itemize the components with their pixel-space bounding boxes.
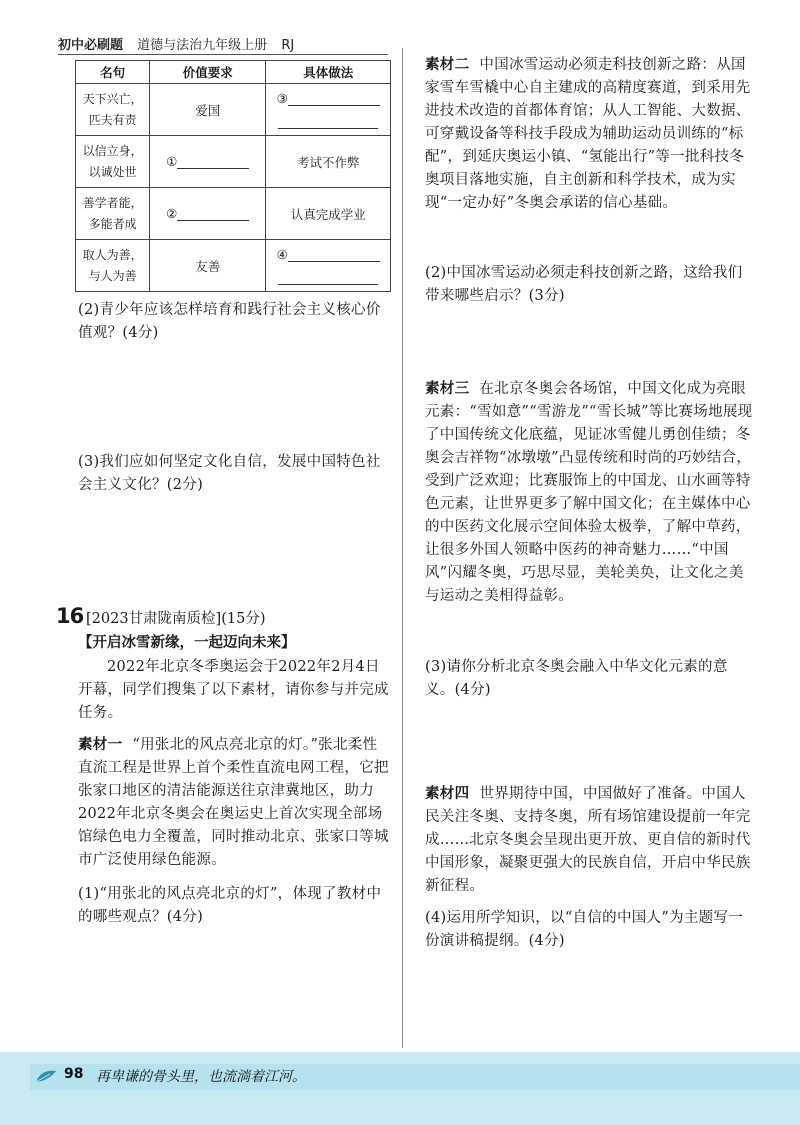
blank-marker: ② <box>166 206 178 221</box>
blank-marker: ③ <box>276 90 288 106</box>
series-title: 初中必刷题 <box>58 38 124 53</box>
question-16-2: (2)中国冰雪运动必须走科技创新之路，这给我们带来哪些启示？(3分) <box>425 265 743 304</box>
table-header-action: 具体做法 <box>266 61 391 84</box>
footer-slogan: 再卑谦的骨头里，也流淌着江河。 <box>96 1069 306 1085</box>
action-cell[interactable] <box>266 240 391 292</box>
question-16-number: 16 <box>56 604 84 628</box>
material-label: 素材四 <box>425 786 470 802</box>
motto-line: 以诚处世 <box>88 164 137 179</box>
page-number: 98 <box>64 1066 84 1082</box>
material-label: 素材三 <box>425 381 470 397</box>
motto-cell <box>76 136 150 188</box>
material-label: 素材二 <box>425 57 470 73</box>
answer-blank[interactable] <box>177 206 249 221</box>
blank-marker: ④ <box>276 246 288 262</box>
material-1 <box>78 734 390 872</box>
header-rule <box>58 54 388 55</box>
question-15-2: (2)青少年应该怎样培育和践行社会主义核心价值观？(4分) <box>78 302 381 341</box>
answer-blank[interactable] <box>177 154 249 169</box>
motto-line: 天下兴亡， <box>82 91 143 106</box>
answer-blank[interactable] <box>288 247 380 262</box>
value-cell[interactable] <box>150 136 266 188</box>
motto-line: 善学者能， <box>82 195 143 210</box>
material-4 <box>425 783 755 898</box>
question-16-1: (1)“用张北的风点亮北京的灯”，体现了教材中的哪些观点？(4分) <box>78 886 382 925</box>
table-header-value: 价值要求 <box>150 61 266 84</box>
answer-blank[interactable] <box>288 91 380 106</box>
value-cell: 友善 <box>150 240 266 292</box>
motto-cell <box>76 84 150 136</box>
table-row <box>76 240 391 292</box>
motto-table <box>75 60 391 292</box>
motto-line: 与人为善 <box>88 268 137 283</box>
edition-tag: RJ <box>281 38 295 53</box>
question-16-4: (4)运用所学知识，以“自信的中国人”为主题写一份演讲稿提纲。(4分) <box>425 910 744 949</box>
value-cell[interactable] <box>150 188 266 240</box>
question-16-intro: 2022年北京冬季奥运会于2022年2月4日开幕，同学们搜集了以下素材，请你参与并完成任务。 <box>78 659 389 721</box>
motto-line: 多能者成 <box>88 216 137 231</box>
running-header <box>58 34 304 54</box>
table-row <box>76 188 391 240</box>
action-cell: 考试不作弊 <box>266 136 391 188</box>
value-cell: 爱国 <box>150 84 266 136</box>
table-row <box>76 136 391 188</box>
question-16-source: [2023甘肃陇南质检](15分) <box>86 611 266 627</box>
motto-line: 匹夫有责 <box>88 112 137 127</box>
answer-blank[interactable] <box>278 270 378 285</box>
leaf-icon <box>34 1068 58 1084</box>
material-2 <box>425 54 755 215</box>
motto-cell <box>76 240 150 292</box>
column-divider <box>402 48 403 1048</box>
answer-blank[interactable] <box>278 114 378 129</box>
motto-cell <box>76 188 150 240</box>
material-text: 中国冰雪运动必须走科技创新之路：从国家雪车雪橇中心自主建成的高精度赛道，到采用先进技术改造的首都体育馆；从人工智能、大数据、可穿戴设备等科技手段成为辅助运动员训练的“标配”，到延庆奥运小镇、“氢能出行”等一批科技冬奥项目落地实施，自主创新和科学技术，成为实现“一定办好”冬奥会承诺的信心基础。 <box>425 57 751 211</box>
table-header-row <box>76 61 391 84</box>
footer-band <box>0 1052 800 1125</box>
motto-line: 以信立身， <box>82 143 143 158</box>
action-cell[interactable] <box>266 84 391 136</box>
material-3 <box>425 378 755 608</box>
action-cell: 认真完成学业 <box>266 188 391 240</box>
motto-line: 取人为善， <box>82 247 143 262</box>
material-label: 素材一 <box>78 737 123 753</box>
table-header-motto: 名句 <box>76 61 150 84</box>
material-text: “用张北的风点亮北京的灯。”张北柔性直流工程是世界上首个柔性直流电网工程，它把张家口地区的清洁能源送往京津冀地区，助力2022年北京冬奥会在奥运史上首次实现全部场馆绿色电力全覆盖，同时推动北京、张家口等城市广泛使用绿色能源。 <box>78 737 389 868</box>
blank-marker: ① <box>166 154 178 169</box>
material-text: 世界期待中国，中国做好了准备。中国人民关注冬奥、支持冬奥，所有场馆建设提前一年完成……北京冬奥会呈现出更开放、更自信的新时代中国形象，凝聚更强大的民族自信，开启中华民族新征程。 <box>425 786 751 894</box>
table-row <box>76 84 391 136</box>
material-text: 在北京冬奥会各场馆，中国文化成为亮眼元素：“雪如意”“雪游龙”“雪长城”等比赛场地展现了中国传统文化底蕴，见证冰雪健儿勇创佳绩；冬奥会吉祥物“冰墩墩”凸显传统和时尚的巧妙结合，受到广泛欢迎；比赛服饰上的中国龙、山水画等特色元素，让世界更多了解中国文化；在主媒体中心的中医药文化展示空间体验太极拳，了解中草药，让很多外国人领略中医药的神奇魅力……“中国风”闪耀冬奥，巧思尽显，美轮美奂，让文化之美与运动之美相得益彰。 <box>425 381 753 604</box>
question-15-3: (3)我们应如何坚定文化自信，发展中国特色社会主义文化？(2分) <box>78 454 381 493</box>
book-title: 道德与法治九年级上册 <box>137 38 268 53</box>
question-16-3: (3)请你分析北京冬奥会融入中华文化元素的意义。(4分) <box>425 659 728 698</box>
question-16-theme: 【开启冰雪新缘，一起迈向未来】 <box>78 635 296 651</box>
